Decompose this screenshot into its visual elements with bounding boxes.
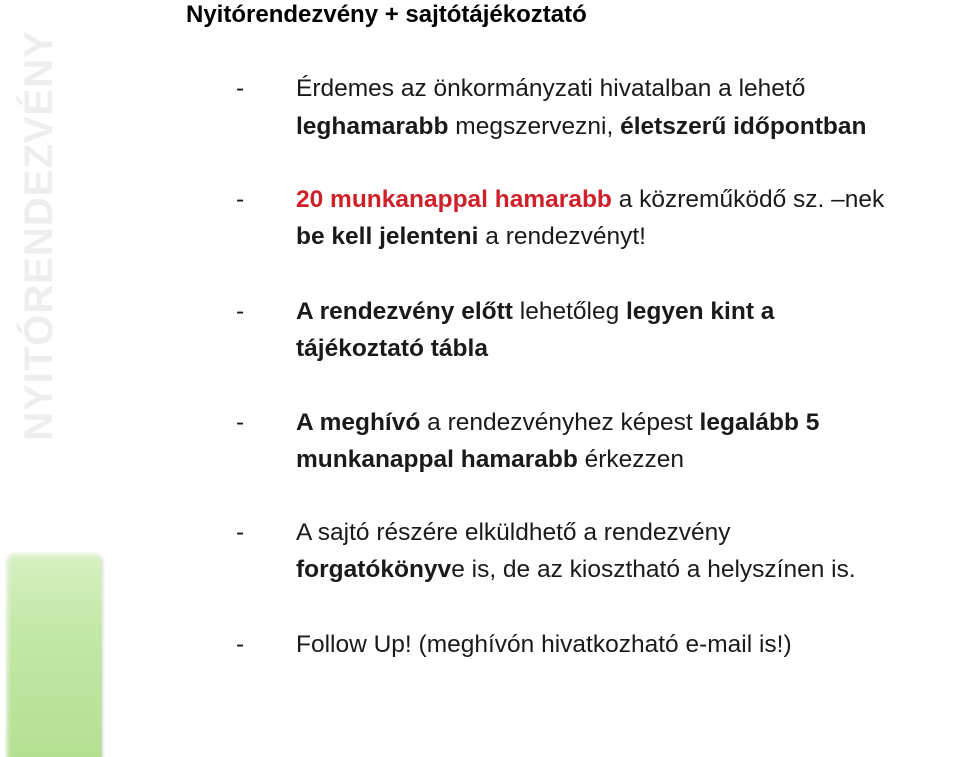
text-segment: leghamarabb — [296, 113, 449, 140]
bullet-line-1 — [296, 404, 819, 441]
text-segment: munkanappal hamarabb — [296, 446, 578, 473]
text-segment: e is, de az kiosztható a helyszínen is. — [451, 556, 856, 583]
bullet-marker: - — [236, 75, 245, 102]
bullet-line-2 — [296, 551, 856, 588]
text-segment: 20 munkanappal hamarabb — [296, 186, 612, 213]
text-segment: a rendezvényt! — [478, 223, 646, 250]
text-segment: A meghívó — [296, 409, 421, 436]
decorative-green-bar — [6, 553, 102, 757]
text-segment: életszerű időpontban — [620, 113, 867, 140]
text-segment: legyen kint a — [626, 298, 775, 325]
side-title — [4, 30, 74, 440]
text-segment: Follow Up! (meghívón hivatkozható e-mail is!) — [296, 631, 792, 658]
text-segment: legalább 5 — [699, 409, 820, 436]
bullet-line-2 — [296, 108, 866, 145]
bullet-marker: - — [236, 519, 245, 546]
bullet-marker: - — [236, 186, 245, 213]
bullet-line-1 — [296, 293, 774, 330]
bullet-line-2 — [296, 441, 684, 478]
text-segment: be kell jelenteni — [296, 223, 479, 250]
text-segment: A rendezvény előtt — [296, 298, 513, 325]
text-segment: a rendezvényhez képest — [420, 409, 700, 436]
bullet-line-1 — [296, 181, 884, 218]
bullet-line-2 — [296, 330, 488, 367]
bullet-line-1 — [296, 626, 792, 663]
side-title-text: NYITÓRENDEZVÉNY — [16, 29, 61, 441]
page-title: Nyitórendezvény + sajtótájékoztató — [186, 1, 587, 28]
text-segment: lehetőleg — [512, 298, 626, 325]
text-segment: Érdemes az önkormányzati hivatalban a lehető — [296, 75, 806, 102]
bullet-marker: - — [236, 409, 245, 436]
bullet-line-1 — [296, 514, 730, 551]
bullet-marker: - — [236, 298, 245, 325]
text-segment: A sajtó részére elküldhető a rendezvény — [296, 519, 731, 546]
bullet-line-2 — [296, 218, 646, 255]
text-segment: forgatókönyv — [296, 556, 452, 583]
text-segment: tájékoztató tábla — [296, 335, 488, 362]
text-segment: a közreműködő sz. –nek — [611, 186, 885, 213]
text-segment: érkezzen — [577, 446, 685, 473]
bullet-marker: - — [236, 631, 245, 658]
text-segment: megszervezni, — [448, 113, 621, 140]
bullet-line-1 — [296, 70, 805, 107]
